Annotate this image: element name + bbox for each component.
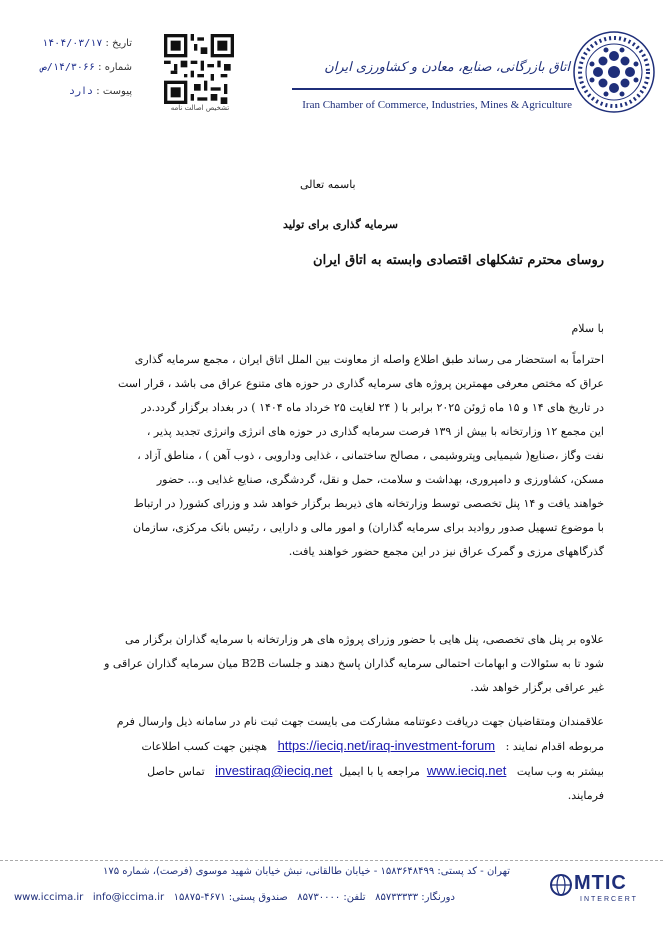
paragraph-2 [62,628,604,700]
number-row [22,62,132,73]
p3-line3-a: بیشتر به وب سایت [516,765,604,778]
paragraph-2-line: شود تا به سئوالات و ابهامات احتمالی سرمایه گذاران پاسخ دهند و جلسات B2B میان سرمایه گذاران عراقی و [104,657,604,670]
paragraph-1-line: عراق که مختص معرفی مهمترین پروژه های سرمایه گذاری در حوزه های متنوع عراق می باشد ، قرار است [118,377,604,390]
footer-divider [0,860,663,861]
number-label: شماره : [98,62,132,73]
footer-pobox: صندوق پستی: ۴۶۷۱-۱۵۸۷۵ [173,892,288,903]
paragraph-2-line: علاوه بر پنل های تخصصی، پنل هایی با حضور وزرای پروژه های هر وزارتخانه با سرمایه گذاران برگزار می [124,633,604,646]
header-divider [292,88,574,90]
paragraph-3-line: فرمایند. [567,789,604,802]
footer-phone: تلفن: ۸۵۷۳۰۰۰۰ [297,892,366,903]
footer-address: تهران - کد پستی: ۱۵۸۳۶۴۸۴۹۹ - خیابان طالقانی، نبش خیابان شهید موسوی (فرصت)، شماره ۱۷۵ [103,866,510,877]
footer-contacts [14,892,514,903]
invocation: باسمه تعالی [300,178,356,191]
paragraph-1-line: نفت وگاز ،صنایع( شیمیایی وپتروشیمی ، مصالح ساختمانی ، غذایی ودارویی ، ذوب آهن ) ، مناطق آزاد ، [137,449,604,462]
globe-icon [550,874,572,896]
paragraph-1 [62,348,604,564]
letter-subject: سرمایه گذاری برای تولید [283,218,398,231]
paragraph-3-line [62,734,604,759]
email-link[interactable]: investiraq@ieciq.net [215,763,333,778]
paragraph-1-line: در تاریخ های ۱۴ و ۱۵ ماه ژوئن ۲۰۲۵ برابر با ( ۲۴ لغایت ۲۵ خرداد ماه ۱۴۰۴ ) در بغداد برگزار گردد.در [141,401,604,414]
date-label: تاریخ : [105,38,132,49]
paragraph-1-line: گذرگاههای مرزی و گمرک عراق نیز در این مجمع حضور خواهند یافت. [288,545,604,558]
attachment-value: دارد [69,86,94,97]
paragraph-2-line: غیر عراقی برگزار خواهد شد. [470,681,604,694]
p3-line2-a: مربوطه اقدام نمایند : [505,740,604,753]
attachment-row [22,86,132,97]
forum-link[interactable]: https://ieciq.net/iraq-investment-forum [277,738,496,753]
p3-line2-b: هچنین جهت کسب اطلاعات [141,740,268,753]
letter-addressee: روسای محترم تشکلهای اقتصادی وابسته به اتاق ایران [313,253,604,268]
paragraph-1-line: با موضوع تسهیل صدور روادید برای سرمایه گذاران) و امور مالی و دارایی ، رئیس بانک مرکزی، سازمان [133,521,604,534]
chamber-logo-icon [572,30,656,114]
number-value: ۱۴/۳۰۶۶/ص [40,62,95,73]
chamber-name-en: Iran Chamber of Commerce, Industries, Mines & Agriculture [302,99,572,111]
paragraph-3-line: علاقمندان ومتقاضیان جهت دریافت دعوتنامه مشارکت می بایست جهت ثبت نام در سامانه ذیل وارسال فرم [116,715,604,728]
footer-website[interactable]: www.iccima.ir [14,892,84,903]
p3-line3-c: تماس حاصل [147,765,205,778]
greeting: با سلام [571,322,604,335]
chamber-name-fa: اتاق بازرگانی، صنایع، معادن و کشاورزی ایران [324,60,570,75]
paragraph-1-line: خواهند یافت و ۱۴ پنل تخصصی توسط وزارتخانه های ذیربط برگزار خواهد شد و وزرای کشور( در ارتباط [133,497,604,510]
date-row [22,38,132,49]
paragraph-1-line: این مجمع ۱۲ وزارتخانه با بیش از ۱۳۹ فرصت سرمایه گذاری در حوزه های انرژی وانرژی تجدید پذیر ، [146,425,604,438]
mtic-logo [550,872,656,912]
attachment-label: پیوست : [96,86,132,97]
qr-code-icon [164,34,234,104]
website-link[interactable]: www.ieciq.net [426,763,507,778]
date-value: ۱۴۰۴/۰۳/۱۷ [42,38,103,49]
paragraph-1-line: احتراماً به استحضار می رساند طبق اطلاع واصله از معاونت بین الملل اتاق ایران ، مجمع سرمایه گذاری [134,353,604,366]
footer-fax: دورنگار: ۸۵۷۳۳۳۳۳ [375,892,455,903]
qr-caption: تشخیص اصالت نامه [170,104,230,112]
mtic-name: MTIC [574,872,627,894]
p3-line3-b: مراجعه یا با ایمیل [339,765,420,778]
footer-email[interactable]: info@iccima.ir [92,892,165,903]
paragraph-3-line [62,759,604,784]
paragraph-3 [62,710,604,808]
mtic-sub: INTERCERT [580,896,638,903]
paragraph-1-line: مسکن، کشاورزی و دامپروری، بهداشت و سلامت، حمل و نقل، گردشگری، صنایع غذایی و... حضور [156,473,604,486]
